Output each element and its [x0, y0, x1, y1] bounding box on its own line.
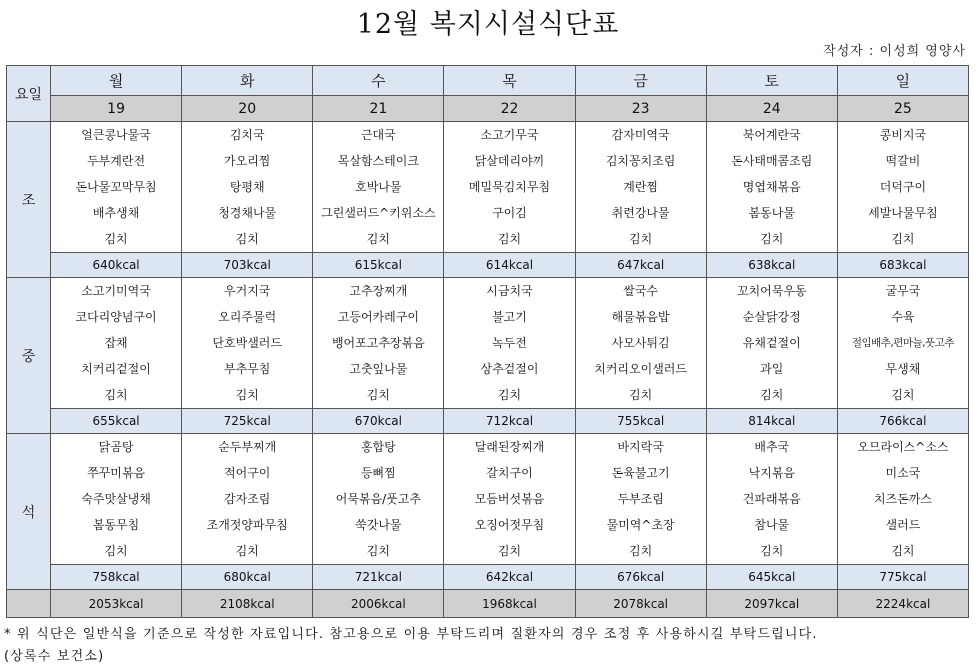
menu-item: 오리주물럭 — [218, 310, 277, 324]
menu-cell — [51, 434, 182, 565]
menu-cell — [706, 122, 837, 253]
menu-item: 잡채 — [104, 336, 128, 350]
day-name-cell: 수 — [313, 66, 444, 96]
menu-item: 낙지볶음 — [748, 466, 795, 480]
menu-cell — [706, 278, 837, 409]
menu-cell — [182, 434, 313, 565]
kcal-cell: 703kcal — [182, 253, 313, 278]
day-name-cell: 금 — [575, 66, 706, 96]
menu-item: 조개젓양파무침 — [206, 518, 288, 532]
menu-item: 콩비지국 — [879, 128, 927, 142]
menu-item: 돈사태매콤조림 — [731, 154, 813, 168]
menu-cell — [51, 122, 182, 253]
menu-item: 김치 — [629, 388, 653, 402]
menu-item: 감자미역국 — [611, 128, 670, 142]
menu-item: 김치 — [366, 544, 390, 558]
menu-item: 김치 — [235, 232, 259, 246]
menu-item: 닭살데리야끼 — [474, 154, 545, 168]
kcal-cell: 814kcal — [706, 409, 837, 434]
menu-item: 갈치구이 — [486, 466, 533, 480]
menu-item: 고춧잎나물 — [349, 362, 408, 376]
menu-item: 떡갈비 — [885, 154, 921, 168]
menu-item: 단호박샐러드 — [212, 336, 282, 350]
menu-item: 김치 — [235, 388, 259, 402]
menu-item: 김치 — [366, 232, 390, 246]
menu-cell — [444, 434, 575, 565]
menu-item: 유채겉절이 — [742, 336, 801, 350]
menu-item: 김치 — [235, 544, 259, 558]
menu-item: 가오리찜 — [224, 154, 271, 168]
date-cell: 20 — [182, 96, 313, 122]
menu-item: 김치 — [891, 388, 915, 402]
menu-item: 물미역^초장 — [606, 518, 675, 532]
menu-item: 쌀국수 — [623, 284, 659, 298]
kcal-row — [7, 253, 969, 278]
day-name-cell: 토 — [706, 66, 837, 96]
menu-item: 뱅어포고추장볶음 — [331, 336, 425, 350]
kcal-cell: 655kcal — [51, 409, 182, 434]
menu-item: 그린샐러드^키위소스 — [321, 206, 436, 220]
menu-item: 어묵볶음/풋고추 — [335, 492, 421, 506]
kcal-cell: 640kcal — [51, 253, 182, 278]
kcal-cell: 615kcal — [313, 253, 444, 278]
menu-cell — [182, 122, 313, 253]
kcal-cell: 676kcal — [575, 565, 706, 590]
menu-cell — [182, 278, 313, 409]
menu-item: 꼬치어묵우동 — [736, 284, 807, 298]
menu-item: 수육 — [891, 310, 915, 324]
total-kcal-cell: 2078kcal — [575, 590, 706, 618]
menu-item: 김치 — [497, 232, 522, 246]
menu-cell — [313, 434, 444, 565]
menu-item: 소고기무국 — [480, 128, 539, 142]
kcal-cell: 645kcal — [706, 565, 837, 590]
menu-item: 탕평채 — [229, 180, 265, 194]
meal-row — [7, 122, 969, 253]
menu-item: 얼큰콩나물국 — [81, 128, 151, 142]
menu-item: 배추국 — [754, 440, 790, 454]
menu-cell — [837, 278, 968, 409]
menu-cell — [837, 122, 968, 253]
menu-item: 김치 — [104, 544, 128, 558]
meal-row — [7, 278, 969, 409]
day-name-cell: 월 — [51, 66, 182, 96]
kcal-cell: 638kcal — [706, 253, 837, 278]
menu-item: 치커리오이샐러드 — [594, 362, 687, 376]
menu-item: 봄동무침 — [92, 518, 140, 532]
menu-item: 세발나물무침 — [868, 206, 938, 220]
kcal-cell: 642kcal — [444, 565, 575, 590]
total-kcal-cell: 2006kcal — [313, 590, 444, 618]
menu-cell — [575, 434, 706, 565]
menu-item: 무생채 — [885, 362, 921, 376]
menu-item: 고추장찌개 — [349, 284, 408, 298]
menu-item: 참나물 — [754, 518, 790, 532]
date-cell: 19 — [51, 96, 182, 122]
menu-item: 김치꽁치조림 — [605, 154, 676, 168]
meal-row — [7, 434, 969, 565]
kcal-cell: 758kcal — [51, 565, 182, 590]
source-label: (상록수 보건소) — [4, 649, 105, 664]
kcal-cell: 614kcal — [444, 253, 575, 278]
menu-item: 불고기 — [492, 310, 527, 324]
menu-item: 건파래볶음 — [742, 492, 801, 506]
menu-item: 더덕구이 — [879, 180, 927, 194]
menu-item: 쭈꾸미볶음 — [87, 466, 146, 480]
menu-item: 미소국 — [885, 466, 921, 480]
menu-item: 적어구이 — [224, 466, 271, 480]
menu-item: 시금치국 — [486, 284, 533, 298]
menu-item: 김치 — [104, 388, 128, 402]
menu-cell — [837, 434, 968, 565]
menu-item: 김치 — [497, 544, 522, 558]
menu-item: 김치국 — [229, 128, 265, 142]
menu-item: 김치 — [629, 544, 653, 558]
menu-item: 근대국 — [360, 128, 396, 142]
menu-item: 홍합탕 — [360, 440, 396, 454]
menu-item: 사모사튀김 — [611, 336, 670, 350]
menu-item: 치커리겉절이 — [81, 362, 151, 376]
menu-item: 상추겉절이 — [480, 362, 539, 376]
kcal-cell: 775kcal — [837, 565, 968, 590]
menu-item: 명엽채볶음 — [742, 180, 801, 194]
menu-cell — [51, 278, 182, 409]
menu-item: 숙주맛살냉채 — [81, 492, 151, 506]
menu-item: 돈육불고기 — [611, 466, 670, 480]
date-cell: 23 — [575, 96, 706, 122]
meal-label: 중 — [7, 278, 51, 434]
total-kcal-cell: 2224kcal — [837, 590, 968, 618]
kcal-cell: 680kcal — [182, 565, 313, 590]
menu-item: 고등어카레구이 — [337, 310, 419, 324]
meal-label: 조 — [7, 122, 51, 278]
date-cell: 25 — [837, 96, 968, 122]
menu-item: 샐러드 — [885, 518, 921, 532]
kcal-cell: 712kcal — [444, 409, 575, 434]
kcal-cell: 721kcal — [313, 565, 444, 590]
menu-item: 쑥갓나물 — [355, 518, 402, 532]
menu-item: 호박나물 — [355, 180, 402, 194]
date-cell: 24 — [706, 96, 837, 122]
total-label-cell — [7, 590, 51, 618]
menu-cell — [444, 122, 575, 253]
kcal-cell: 670kcal — [313, 409, 444, 434]
menu-cell — [706, 434, 837, 565]
kcal-cell: 766kcal — [837, 409, 968, 434]
menu-item: 취련강나물 — [611, 206, 670, 220]
menu-cell — [313, 278, 444, 409]
menu-item: 소고기미역국 — [81, 284, 151, 298]
menu-item: 오므라이스^소스 — [857, 440, 949, 454]
date-row — [7, 96, 969, 122]
menu-item: 부추무침 — [224, 362, 271, 376]
menu-item: 김치 — [629, 232, 653, 246]
day-name-cell: 화 — [182, 66, 313, 96]
kcal-cell: 755kcal — [575, 409, 706, 434]
menu-item: 김치 — [104, 232, 128, 246]
menu-item: 절임배추,편마늘,풋고추 — [851, 337, 954, 349]
menu-item: 순살닭강정 — [742, 310, 801, 324]
meal-plan-table — [6, 65, 969, 618]
menu-item: 굴무국 — [885, 284, 921, 298]
menu-item: 북어계란국 — [742, 128, 801, 142]
menu-item: 김치 — [891, 544, 915, 558]
menu-item: 닭곰탕 — [98, 440, 134, 454]
meal-label: 석 — [7, 434, 51, 590]
total-kcal-cell: 2108kcal — [182, 590, 313, 618]
menu-item: 과일 — [760, 362, 784, 376]
menu-item: 김치 — [760, 232, 784, 246]
total-kcal-cell: 2053kcal — [51, 590, 182, 618]
footnote: * 위 식단은 일반식을 기준으로 작성한 자료입니다. 참고용으로 이용 부탁드리며 질환자의 경우 조정 후 사용하시길 부탁드립니다. — [4, 627, 818, 642]
menu-item: 두부조림 — [617, 492, 664, 506]
menu-item: 등뼈찜 — [360, 466, 396, 480]
menu-item: 달래된장찌개 — [474, 440, 545, 454]
kcal-cell: 647kcal — [575, 253, 706, 278]
menu-item: 메밀묵김치무침 — [468, 180, 551, 194]
kcal-cell: 683kcal — [837, 253, 968, 278]
day-header-label: 요일 — [7, 66, 51, 122]
menu-item: 구이김 — [492, 206, 527, 220]
menu-item: 청경채나물 — [218, 206, 277, 220]
day-name-cell: 목 — [444, 66, 575, 96]
menu-item: 김치 — [760, 388, 784, 402]
menu-item: 김치 — [497, 388, 522, 402]
menu-item: 우거지국 — [224, 284, 271, 298]
day-header-row — [7, 66, 969, 96]
menu-cell — [575, 278, 706, 409]
menu-item: 계란찜 — [623, 180, 659, 194]
menu-item: 김치 — [366, 388, 390, 402]
menu-item: 돈나물꼬막무침 — [75, 180, 157, 194]
menu-item: 녹두전 — [492, 336, 527, 350]
menu-item: 감자조림 — [224, 492, 271, 506]
kcal-row — [7, 565, 969, 590]
total-kcal-cell: 1968kcal — [444, 590, 575, 618]
menu-cell — [313, 122, 444, 253]
menu-item: 바지락국 — [617, 440, 664, 454]
page-title: 12월 복지시설식단표 — [356, 9, 620, 40]
menu-item: 배추생채 — [92, 206, 140, 220]
menu-item: 순두부찌개 — [218, 440, 277, 454]
menu-item: 치즈돈까스 — [873, 492, 932, 506]
menu-item: 모듬버섯볶음 — [474, 492, 545, 506]
menu-item: 코다리양념구이 — [75, 310, 157, 324]
kcal-row — [7, 409, 969, 434]
menu-item: 목살함스테이크 — [337, 154, 419, 168]
menu-item: 김치 — [891, 232, 915, 246]
menu-item: 봄동나물 — [748, 206, 795, 220]
menu-item: 두부계란전 — [87, 154, 146, 168]
kcal-cell: 725kcal — [182, 409, 313, 434]
date-cell: 22 — [444, 96, 575, 122]
menu-item: 오징어젓무침 — [474, 518, 545, 532]
day-name-cell: 일 — [837, 66, 968, 96]
menu-cell — [575, 122, 706, 253]
author-label: 작성자 : 이성희 영양사 — [823, 44, 966, 59]
total-kcal-cell: 2097kcal — [706, 590, 837, 618]
date-cell: 21 — [313, 96, 444, 122]
menu-cell — [444, 278, 575, 409]
total-row — [7, 590, 969, 618]
menu-item: 해물볶음밥 — [611, 310, 670, 324]
menu-item: 김치 — [760, 544, 784, 558]
